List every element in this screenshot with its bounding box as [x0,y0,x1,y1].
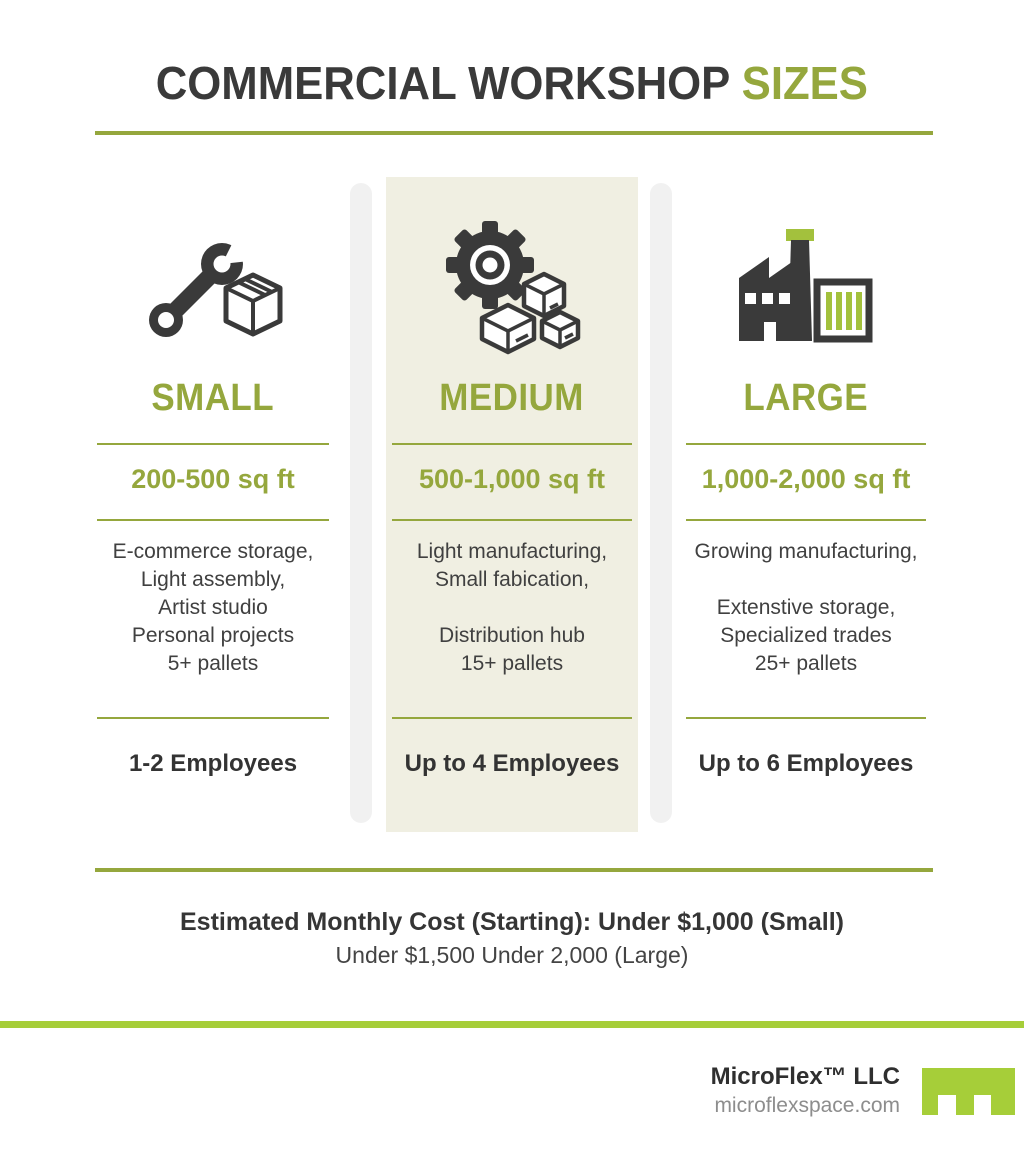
cost-summary-line2: Under $1,500 Under 2,000 (Large) [335,942,689,968]
factory-icon [684,213,928,358]
use-line: Light manufacturing, [416,540,608,563]
divider-line [97,519,329,521]
column-large-heading: LARGE [743,377,869,419]
column-small-uses [95,538,331,678]
divider-line [686,443,926,445]
use-line: Small fabication, [434,568,590,591]
divider-line [686,717,926,719]
column-medium-uses [390,538,634,678]
column-large-size-range: 1,000-2,000 sq ft [701,464,911,494]
divider-line [97,717,329,719]
column-medium-heading: MEDIUM [439,377,585,419]
cost-divider-line [95,868,933,872]
use-line: Light assembly, [140,568,286,591]
column-small [95,177,331,832]
use-line: 5+ pallets [167,652,259,675]
use-line [684,566,928,594]
divider-line [392,717,632,719]
divider-line [686,519,926,521]
use-line: Specialized trades [720,624,892,647]
column-small-size-range: 200-500 sq ft [131,464,295,494]
column-large [684,177,928,832]
logo-legs [922,1095,1015,1115]
column-small-employees: 1-2 Employees [128,750,298,777]
column-large-uses [684,538,928,678]
use-line: Extenstive storage, [716,596,896,619]
footer-text-block [711,1062,900,1119]
use-line: Personal projects [131,624,295,647]
microflex-logo [922,1068,1015,1115]
cost-summary-line1: Estimated Monthly Cost (Starting): Under $1,000 (Small) [180,908,844,936]
company-name: MicroFlex™ LLC [710,1063,900,1090]
logo-leg [922,1095,938,1115]
logo-leg [956,1095,974,1115]
gear-boxes-icon [390,213,634,358]
divider-line [392,443,632,445]
logo-top-bar [922,1068,1015,1095]
use-line: 25+ pallets [754,652,858,675]
footer-accent-bar [0,1021,1024,1028]
logo-leg [991,1095,1015,1115]
column-small-heading: SMALL [151,377,275,419]
column-separator-right [650,183,672,823]
use-line [390,594,634,622]
column-medium-size-range: 500-1,000 sq ft [418,464,606,494]
use-line: Artist studio [158,596,268,619]
page-title-main: COMMERCIAL WORKSHOP [155,57,730,109]
use-line: Growing manufacturing, [694,540,918,563]
column-medium-employees: Up to 4 Employees [404,750,620,777]
divider-line [97,443,329,445]
column-separator-left [350,183,372,823]
divider-line [392,519,632,521]
use-line: 15+ pallets [460,652,564,675]
page-title [0,56,1024,110]
column-medium [390,177,634,832]
website-url: microflexspace.com [714,1094,900,1117]
use-line: E-commerce storage, [112,540,314,563]
column-large-employees: Up to 6 Employees [698,750,914,777]
use-line: Distribution hub [439,624,585,647]
title-divider-line [95,131,933,135]
wrench-box-icon [95,213,331,358]
page-title-accent: SIZES [741,57,869,109]
